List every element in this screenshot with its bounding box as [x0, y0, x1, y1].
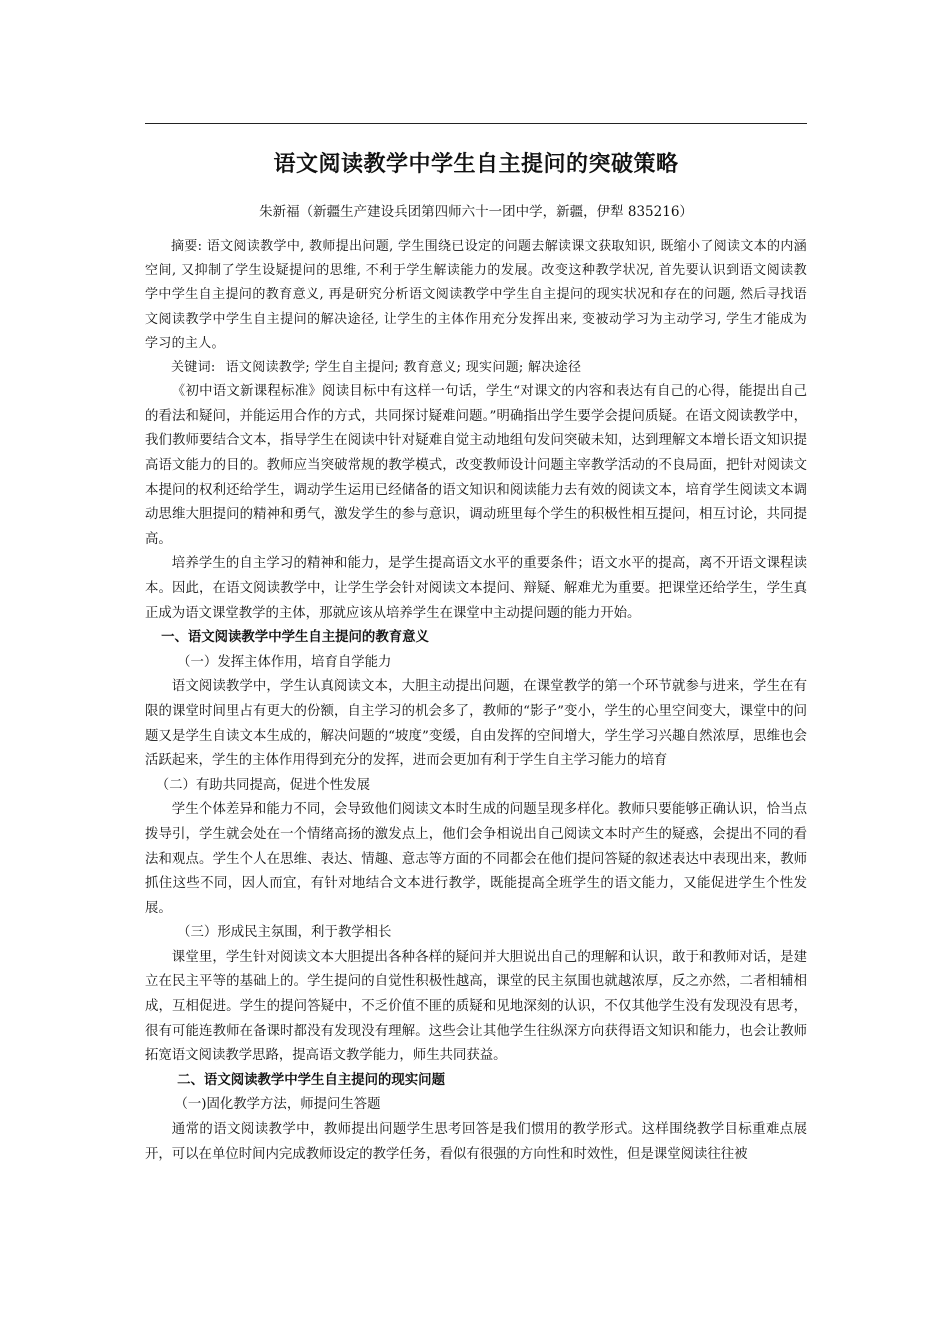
subsection-heading-1-1: （一）发挥主体作用，培育自学能力	[177, 654, 392, 670]
abstract-text: 摘要: 语文阅读教学中, 教师提出问题, 学生围绕已设定的问题去解读课文获取知识, 既缩小了阅读文本的内涵空间, 又抑制了学生设疑提问的思维, 不利于学生解读能力的发展。改变这种教学状况, 首先要认识到语文阅读教学中学生自主提问的教育意义, 再是研究分析语文阅读教学中学生自主提问的现实状况和存在的问题, 然后寻找语文阅读教学中学生自主提问的解决途径, 让学生的主体作用充分发挥出来, 变被动学习为主动学习, 学生才能成为学习的主人。	[145, 239, 807, 351]
subsection-heading-1-2: （二）有助共同提高，促进个性发展	[155, 777, 370, 793]
paragraph-1-3: 课堂里，学生针对阅读文本大胆提出各种各样的疑问并大胆说出自己的理解和认识，敢于和教师对话，是建立在民主平等的基础上的。学生提问的自觉性积极性越高，课堂的民主氛围也就越浓厚，反之亦然，二者相辅相成，互相促进。学生的提问答疑中，不乏价值不匪的质疑和见地深刻的认识，不仅其他学生没有发现没有思考，很有可能连教师在备课时都没有发现没有理解。这些会让其他学生往纵深方向获得语文知识和能力，也会让教师拓宽语文阅读教学思路，提高语文教学能力，师生共同获益。	[145, 949, 807, 1064]
keywords-line	[145, 356, 807, 380]
subsection-heading-2-1: （一)固化教学方法，师提问生答题	[174, 1097, 381, 1113]
author-affiliation: 朱新福（新疆生产建设兵团第四师六十一团中学，新疆，伊犁 835216）	[259, 204, 693, 220]
paragraph-1-1: 语文阅读教学中，学生认真阅读文本，大胆主动提出问题，在课堂教学的第一个环节就参与进来，学生在有限的课堂时间里占有更大的份额，自主学习的机会多了，教师的“影子”变小，学生的心里空间变大，课堂中的问题又是学生自读文本生成的，解决问题的“坡度”变缓，自由发挥的空间增大，学生学习兴趣自然浓厚，思维也会活跃起来，学生的主体作用得到充分的发挥，进而会更加有利于学生自主学习能力的培育	[145, 679, 807, 769]
intro-paragraph-2: 培养学生的自主学习的精神和能力，是学生提高语文水平的重要条件；语文水平的提高，离不开语文课程读本。因此，在语文阅读教学中，让学生学会针对阅读文本提问、辩疑、解难尤为重要。把课堂还给学生，学生真正成为语文课堂教学的主体，那就应该从培养学生在课堂中主动提问题的能力开始。	[145, 556, 807, 621]
keywords-label: 关键词:	[171, 360, 216, 376]
intro-paragraph-1: 《初中语文新课程标准》阅读目标中有这样一句话，学生“对课文的内容和表达有自己的心得，能提出自己的看法和疑问，并能运用合作的方式，共同探讨疑难问题。”明确指出学生要学会提问质疑。在语文阅读教学中，我们教师要结合文本，指导学生在阅读中针对疑难自觉主动地组句发问突破未知，达到理解文本增长语文知识提高语文能力的目的。教师应当突破常规的教学模式，改变教师设计问题主宰教学活动的不良局面，把针对阅读文本提问的权利还给学生，调动学生运用已经储备的语文知识和阅读能力去有效的阅读文本，培育学生阅读文本调动思维大胆提问的精神和勇气，激发学生的参与意识，调动班里每个学生的积极性相互提问，相互讨论，共同提高。	[145, 384, 807, 547]
paragraph-1-2: 学生个体差异和能力不同，会导致他们阅读文本时生成的问题呈现多样化。教师只要能够正确认识，恰当点拨导引，学生就会处在一个情绪高扬的激发点上，他们会争相说出自己阅读文本时产生的疑惑，会提出不同的看法和观点。学生个人在思维、表达、情趣、意志等方面的不同都会在他们提问答疑的叙述表达中表现出来，教师抓住这些不同，因人而宜，有针对地结合文本进行教学，既能提高全班学生的语文能力，又能促进学生个性发展。	[145, 802, 807, 916]
abstract-block	[145, 235, 807, 380]
keywords-text: 语文阅读教学; 学生自主提问; 教育意义; 现实问题; 解决途径	[225, 360, 582, 376]
section-heading-1: 一、语文阅读教学中学生自主提问的教育意义	[161, 630, 429, 646]
paper-title: 语文阅读教学中学生自主提问的突破策略	[273, 152, 679, 177]
section-heading-2: 二、语文阅读教学中学生自主提问的现实问题	[177, 1072, 445, 1088]
subsection-heading-1-3: （三）形成民主氛围，利于教学相长	[177, 925, 392, 941]
header-rule	[145, 123, 807, 124]
paper-body	[145, 235, 807, 1167]
paragraph-2-1: 通常的语文阅读教学中，教师提出问题学生思考回答是我们惯用的教学形式。这样围绕教学目标重难点展开，可以在单位时间内完成教师设定的教学任务，看似有很强的方向性和时效性，但是课堂阅读往往被	[145, 1122, 807, 1162]
